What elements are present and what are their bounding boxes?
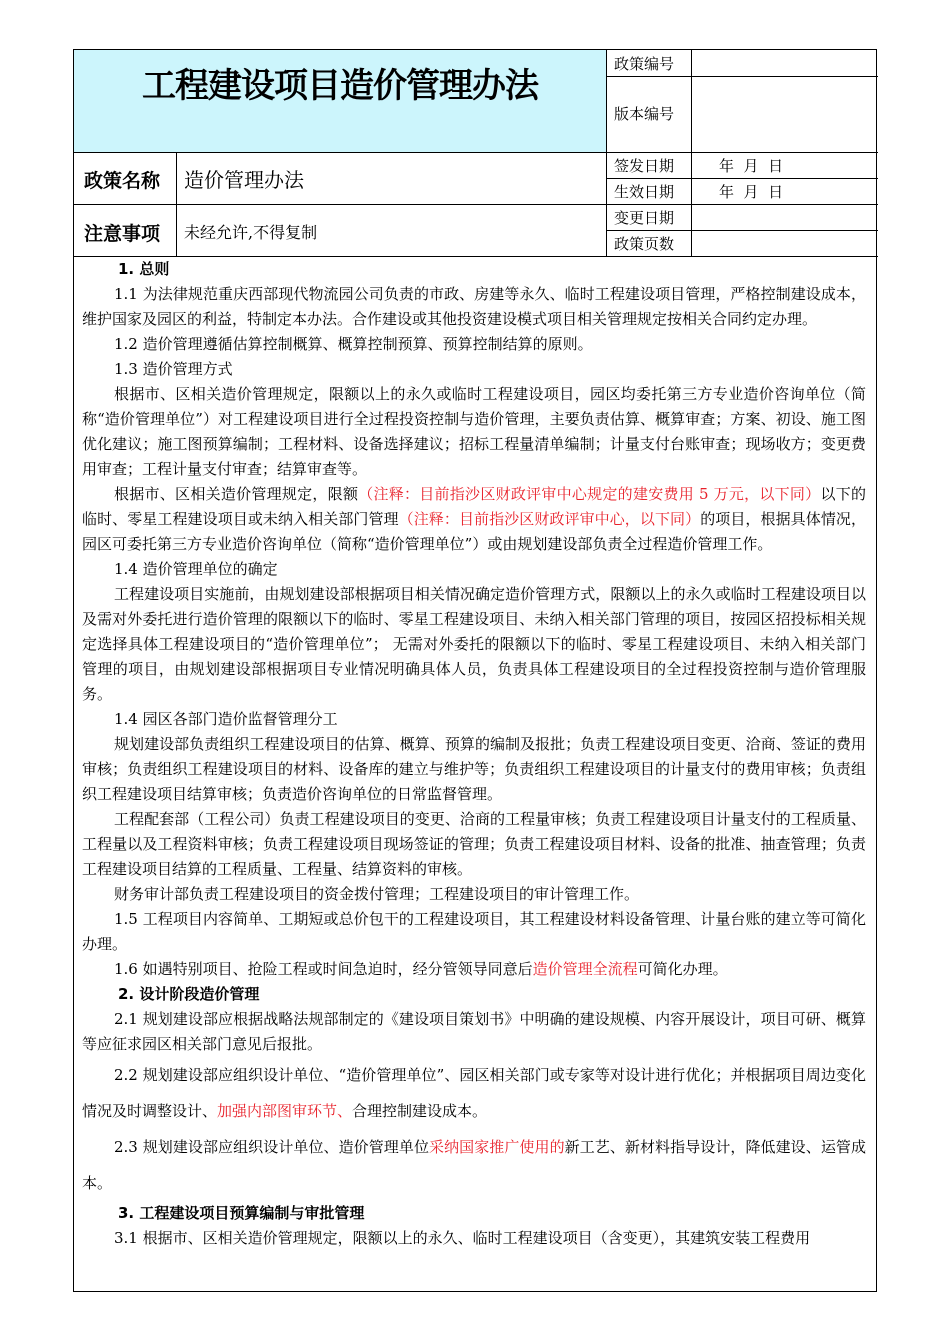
paragraph: 1.4 造价管理单位的确定 <box>114 560 278 578</box>
annotation-note: （注释：目前指沙区财政评审中心，以下同） <box>398 510 701 528</box>
grid-line <box>74 152 878 153</box>
paragraph <box>82 1057 866 1129</box>
grid-line <box>606 230 878 231</box>
grid-line <box>691 50 692 257</box>
grid-line <box>606 178 878 179</box>
grid-line <box>606 76 878 77</box>
text-span: 1.6 如遇特别项目、抢险工程或时间急迫时，经分管领导同意后 <box>114 960 533 978</box>
paragraph: 3.1 根据市、区相关造价管理规定，限额以上的永久、临时工程建设项目（含变更），其建筑安装工程费用 <box>114 1229 811 1247</box>
paragraph: 1.3 造价管理方式 <box>114 360 233 378</box>
paragraph <box>82 957 866 982</box>
text-span: 新工艺、新材料指导设计，降低建设、运管成本。 <box>82 1138 866 1192</box>
effective-date-label: 生效日期 <box>614 183 675 201</box>
pages-label: 政策页数 <box>614 235 675 253</box>
document-body <box>82 257 866 1251</box>
text-span: 以下的临时、零星工程建设项目或未纳入相关部门管理 <box>82 485 866 528</box>
highlight-text: 加强内部图审环节、 <box>217 1102 353 1120</box>
paragraph: 工程配套部（工程公司）负责工程建设项目的变更、洽商的工程量审核；负责工程建设项目计量支付的工程质量、工程量以及工程资料审核；负责工程建设项目现场签证的管理；负责工程建设项目材料、设备的批准、抽查管理；负责工程建设项目结算的工程质量、工程量、结算资料的审核。 <box>82 810 866 878</box>
issue-date-value: 年 月 日 <box>719 157 784 175</box>
change-date-label: 变更日期 <box>614 209 675 227</box>
text-span: 2.2 规划建设部应组织设计单位、“造价管理单位”、园区相关部门或专家等对设计进行优化；并根据项目周边变化情况及时调整设计、 <box>82 1066 866 1120</box>
title-cell <box>74 50 606 152</box>
grid-line <box>606 50 607 257</box>
highlight-text: 造价管理全流程 <box>532 960 638 978</box>
section-heading: 1. 总则 <box>118 260 170 278</box>
paragraph: 2.1 规划建设部应根据战略法规部制定的《建设项目策划书》中明确的建设规模、内容开展设计，项目可研、概算等应征求园区相关部门意见后报批。 <box>82 1010 866 1053</box>
paragraph <box>82 1129 866 1201</box>
policy-name-label: 政策名称 <box>84 170 161 192</box>
notice-value: 未经允许,不得复制 <box>184 223 318 242</box>
section-heading: 2. 设计阶段造价管理 <box>118 985 260 1003</box>
policy-document <box>73 49 877 1292</box>
paragraph: 1.5 工程项目内容简单、工期短或总价包干的工程建设项目，其工程建设材料设备管理、计量台账的建立等可简化办理。 <box>82 910 866 953</box>
paragraph: 工程建设项目实施前，由规划建设部根据项目相关情况确定造价管理方式，限额以上的永久或临时工程建设项目以及需对外委托进行造价管理的限额以下的临时、零星工程建设项目、未纳入相关部门管理的项目，按园区招投标相关规定选择具体工程建设项目的“造价管理单位”； 无需对外委托的限额以下的临时、零星工程建设项目、未纳入相关部门管理的项目，由规划建设部根据项目专业情况明确具体人员，负责具体工程建设项目的全过程投资控制与造价管理服务。 <box>82 585 866 703</box>
paragraph: 规划建设部负责组织工程建设项目的估算、概算、预算的编制及报批；负责工程建设项目变更、洽商、签证的费用审核；负责组织工程建设项目的材料、设备库的建立与维护等；负责组织工程建设项目的计量支付的费用审核；负责组织工程建设项目结算审核；负责造价咨询单位的日常监督管理。 <box>82 735 866 803</box>
paragraph: 1.4 园区各部门造价监督管理分工 <box>114 710 338 728</box>
text-span: 2.3 规划建设部应组织设计单位、造价管理单位 <box>114 1138 430 1156</box>
issue-date-label: 签发日期 <box>614 157 675 175</box>
notice-label: 注意事项 <box>84 223 161 245</box>
paragraph: 1.2 造价管理遵循估算控制概算、概算控制预算、预算控制结算的原则。 <box>114 335 593 353</box>
effective-date-value: 年 月 日 <box>719 183 784 201</box>
document-title: 工程建设项目造价管理办法 <box>142 66 538 106</box>
text-span: 合理控制建设成本。 <box>352 1102 488 1120</box>
policy-no-label: 政策编号 <box>614 55 675 73</box>
highlight-text: 采纳国家推广使用的 <box>429 1138 565 1156</box>
section-heading: 3. 工程建设项目预算编制与审批管理 <box>118 1204 365 1222</box>
text-span: 根据市、区相关造价管理规定，限额 <box>114 485 359 503</box>
paragraph: 财务审计部负责工程建设项目的资金拨付管理；工程建设项目的审计管理工作。 <box>114 885 640 903</box>
paragraph: 1.1 为法律规范重庆西部现代物流园公司负责的市政、房建等永久、临时工程建设项目管理，严格控制建设成本，维护国家及园区的利益，特制定本办法。合作建设或其他投资建设模式项目相关管理规定按相关合同约定办理。 <box>82 285 866 328</box>
paragraph: 根据市、区相关造价管理规定，限额以上的永久或临时工程建设项目，园区均委托第三方专业造价咨询单位（简称“造价管理单位”）对工程建设项目进行全过程投资控制与造价管理，主要负责估算、概算审查；方案、初设、施工图优化建议；施工图预算编制；工程材料、设备选择建议；招标工程量清单编制；计量支付台账审查；现场收方；变更费用审查；工程计量支付审查；结算审查等。 <box>82 385 866 478</box>
text-span: 可简化办理。 <box>637 960 728 978</box>
paragraph <box>82 482 866 557</box>
policy-name-value: 造价管理办法 <box>184 168 304 192</box>
version-label: 版本编号 <box>614 105 675 123</box>
annotation-note: （注释：目前指沙区财政评审中心规定的建安费用 5 万元，以下同） <box>358 485 821 503</box>
text-span: 的项目，根据具体情况，园区可委托第三方专业造价咨询单位（简称“造价管理单位”）或由规划建设部负责全过程造价管理工作。 <box>82 510 866 553</box>
grid-line <box>74 204 878 205</box>
